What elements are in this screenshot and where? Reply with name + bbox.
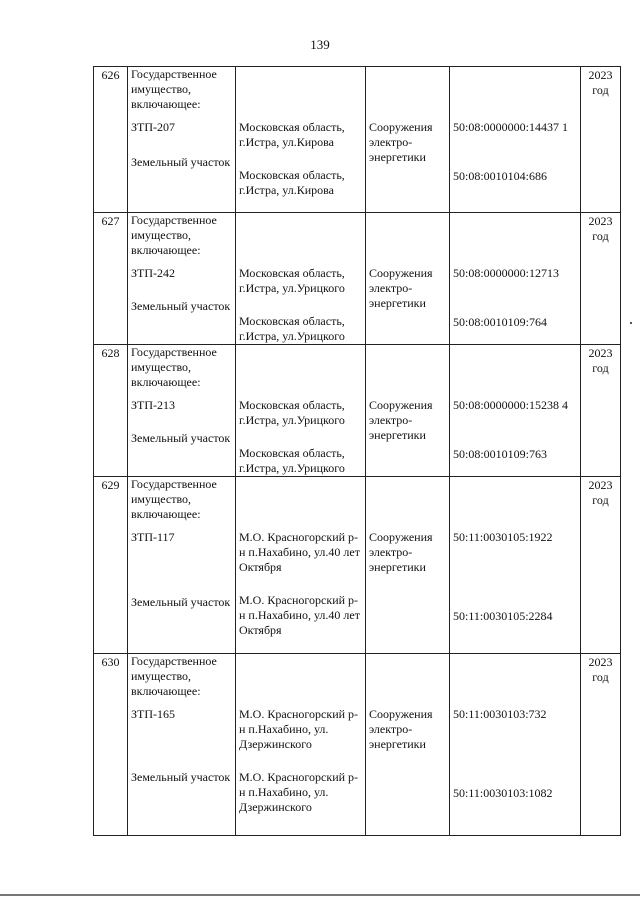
registry-row [94,477,621,654]
property-name-cell [128,654,236,836]
address-text: М.О. Красногорский р-н п.Нахабино, ул.40 лет Октября [239,530,360,574]
address-cell [236,213,366,345]
facility-name: ЗТП-242 [131,266,176,280]
facility-name: ЗТП-165 [131,707,176,721]
property-name-cell [128,345,236,477]
purpose-text: Сооружения электро-энергетики [369,120,433,164]
facility-name: ЗТП-213 [131,398,176,412]
registry-row [94,213,621,345]
purpose-cell [366,213,450,345]
purpose-text: Сооружения электро-энергетики [369,530,433,574]
cadastral-number: 50:08:0010104:686 [453,169,548,183]
purpose-cell [366,654,450,836]
row-number: 626 [94,67,128,213]
cadastral-cell [450,67,581,213]
cadastral-cell [450,213,581,345]
land-plot-name: Земельный участок [131,299,231,313]
address-text: Московская область, г.Истра, ул.Урицкого [239,314,345,343]
cadastral-cell [450,345,581,477]
facility-name: ЗТП-117 [131,530,175,544]
address-cell [236,345,366,477]
property-group-title: Государственное имущество, включающее: [131,213,217,257]
land-plot-name: Земельный участок [131,595,231,609]
registry-body [94,67,621,836]
purpose-cell [366,477,450,654]
address-text: Московская область, г.Истра, ул.Урицкого [239,446,345,475]
facility-name: ЗТП-207 [131,120,176,134]
purpose-text: Сооружения электро-энергетики [369,266,433,310]
address-text: М.О. Красногорский р-н п.Нахабино, ул. Дзержинского [239,770,359,814]
cadastral-number: 50:11:0030103:732 [453,707,547,721]
address-text: М.О. Красногорский р-н п.Нахабино, ул. Дзержинского [239,707,359,751]
registry-row [94,345,621,477]
scan-bottom-edge [0,894,640,896]
year-cell: 2023 год [581,213,621,345]
property-group-title: Государственное имущество, включающее: [131,67,217,111]
land-plot-name: Земельный участок [131,155,231,169]
purpose-text: Сооружения электро-энергетики [369,707,433,751]
land-plot-name: Земельный участок [131,431,231,445]
property-group-title: Государственное имущество, включающее: [131,654,217,698]
cadastral-cell [450,477,581,654]
year-cell: 2023 год [581,67,621,213]
registry-row [94,654,621,836]
row-number: 630 [94,654,128,836]
row-number: 629 [94,477,128,654]
purpose-text: Сооружения электро-энергетики [369,398,433,442]
address-text: Московская область, г.Истра, ул.Урицкого [239,266,345,295]
cadastral-number: 50:11:0030105:1922 [453,530,553,544]
year-cell: 2023 год [581,477,621,654]
page-number: 139 [310,37,330,52]
cadastral-number: 50:11:0030105:2284 [453,609,553,623]
scan-speck [630,322,632,324]
cadastral-number: 50:08:0000000:14437 1 [453,120,569,134]
cadastral-number: 50:08:0010109:763 [453,447,548,461]
property-name-cell [128,213,236,345]
property-name-cell [128,67,236,213]
address-text: Московская область, г.Истра, ул.Урицкого [239,398,345,427]
land-plot-name: Земельный участок [131,770,231,784]
property-name-cell [128,477,236,654]
property-group-title: Государственное имущество, включающее: [131,477,217,521]
cadastral-number: 50:08:0000000:15238 4 [453,398,569,412]
address-cell [236,654,366,836]
year-cell: 2023 год [581,654,621,836]
row-number: 628 [94,345,128,477]
year-cell: 2023 год [581,345,621,477]
address-text: М.О. Красногорский р-н п.Нахабино, ул.40 лет Октября [239,593,360,637]
row-number: 627 [94,213,128,345]
purpose-cell [366,67,450,213]
cadastral-number: 50:08:0000000:12713 [453,266,560,280]
property-registry-table [93,66,621,836]
purpose-cell [366,345,450,477]
address-cell [236,477,366,654]
address-cell [236,67,366,213]
property-group-title: Государственное имущество, включающее: [131,345,217,389]
cadastral-cell [450,654,581,836]
cadastral-number: 50:08:0010109:764 [453,315,548,329]
cadastral-number: 50:11:0030103:1082 [453,786,553,800]
address-text: Московская область, г.Истра, ул.Кирова [239,120,345,149]
address-text: Московская область, г.Истра, ул.Кирова [239,168,345,197]
registry-row [94,67,621,213]
